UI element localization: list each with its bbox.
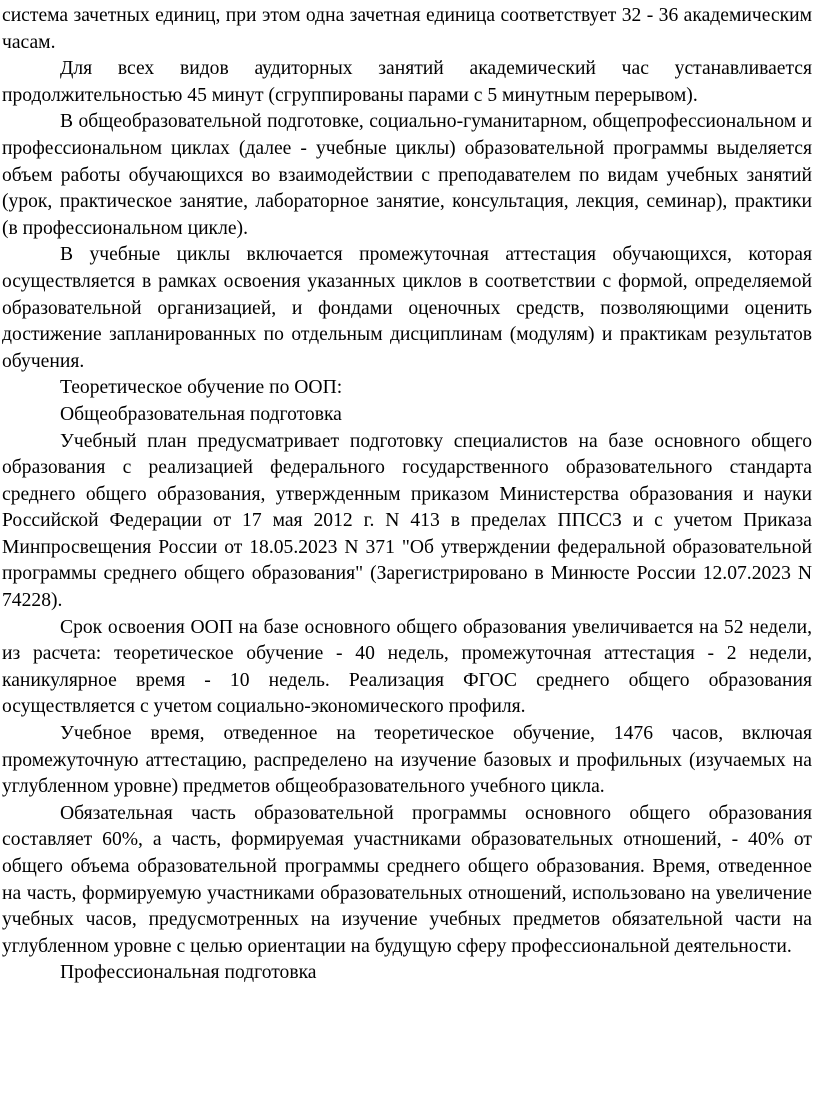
paragraph-credit-system: система зачетных единиц, при этом одна зачетная единица соответствует 32 - 36 академическим часам. xyxy=(2,5,812,53)
paragraph-study-time: Учебное время, отведенное на теоретическое обучение, 1476 часов, включая промежуточную аттестацию, распределено на изучение базовых и профильных (изучаемых на углубленном уровне) предметов общеобразовательного учебного цикла. xyxy=(2,723,812,798)
paragraph-study-duration: Срок освоения ООП на базе основного общего образования увеличивается на 52 недели, из расчета: теоретическое обучение - 40 недель, промежуточная аттестация - 2 недели, каникулярное время - 10 недель. Реализация ФГОС среднего общего образования осуществляется с учетом социально-экономического профиля. xyxy=(2,616,812,718)
paragraph-mandatory-part: Обязательная часть образовательной программы основного общего образования составляет 60%, а часть, формируемая участниками образовательных отношений, - 40% от общего объема образовательной программы среднего общего образования. Время, отведенное на часть, формируемую участниками образовательных отношений, использовано на увеличение учебных часов, предусмотренных на изучение учебных предметов обязательной части на углубленном уровне с целью ориентации на будущую сферу профессиональной деятельности. xyxy=(2,802,812,957)
heading-professional-training: Профессиональная подготовка xyxy=(60,962,317,984)
paragraph-academic-hour: Для всех видов аудиторных занятий академический час устанавливается продолжительностью 45 минут (сгруппированы парами с 5 минутным перерывом). xyxy=(2,58,812,106)
paragraph-curriculum-basis: Учебный план предусматривает подготовку специалистов на базе основного общего образования с реализацией федерального государственного образовательного стандарта среднего общего образования, утвержденным приказом Министерства образования и науки Российской Федерации от 17 мая 2012 г. N 413 в пределах ППССЗ и с учетом Приказа Минпросвещения России от 18.05.2023 N 371 "Об утверждении федеральной образовательной программы среднего общего образования" (Зарегистрировано в Минюсте России 12.07.2023 N 74228). xyxy=(2,430,812,612)
paragraph-intermediate-attestation: В учебные циклы включается промежуточная аттестация обучающихся, которая осуществляется в рамках освоения указанных циклов в соответствии с формой, определяемой образовательной организацией, и фондами оценочных средств, позволяющими оценить достижение запланированных по отдельным дисциплинам (модулям) и практикам результатов обучения. xyxy=(2,244,812,372)
paragraph-training-cycles: В общеобразовательной подготовке, социально-гуманитарном, общепрофессиональном и профессиональном циклах (далее - учебные циклы) образовательной программы выделяется объем работы обучающихся во взаимодействии с преподавателем по видам учебных занятий (урок, практическое занятие, лабораторное занятие, консультация, лекция, семинар), практики (в профессиональном цикле). xyxy=(2,111,812,239)
heading-theoretical-training: Теоретическое обучение по ООП: xyxy=(60,377,343,399)
heading-general-education: Общеобразовательная подготовка xyxy=(60,403,342,425)
